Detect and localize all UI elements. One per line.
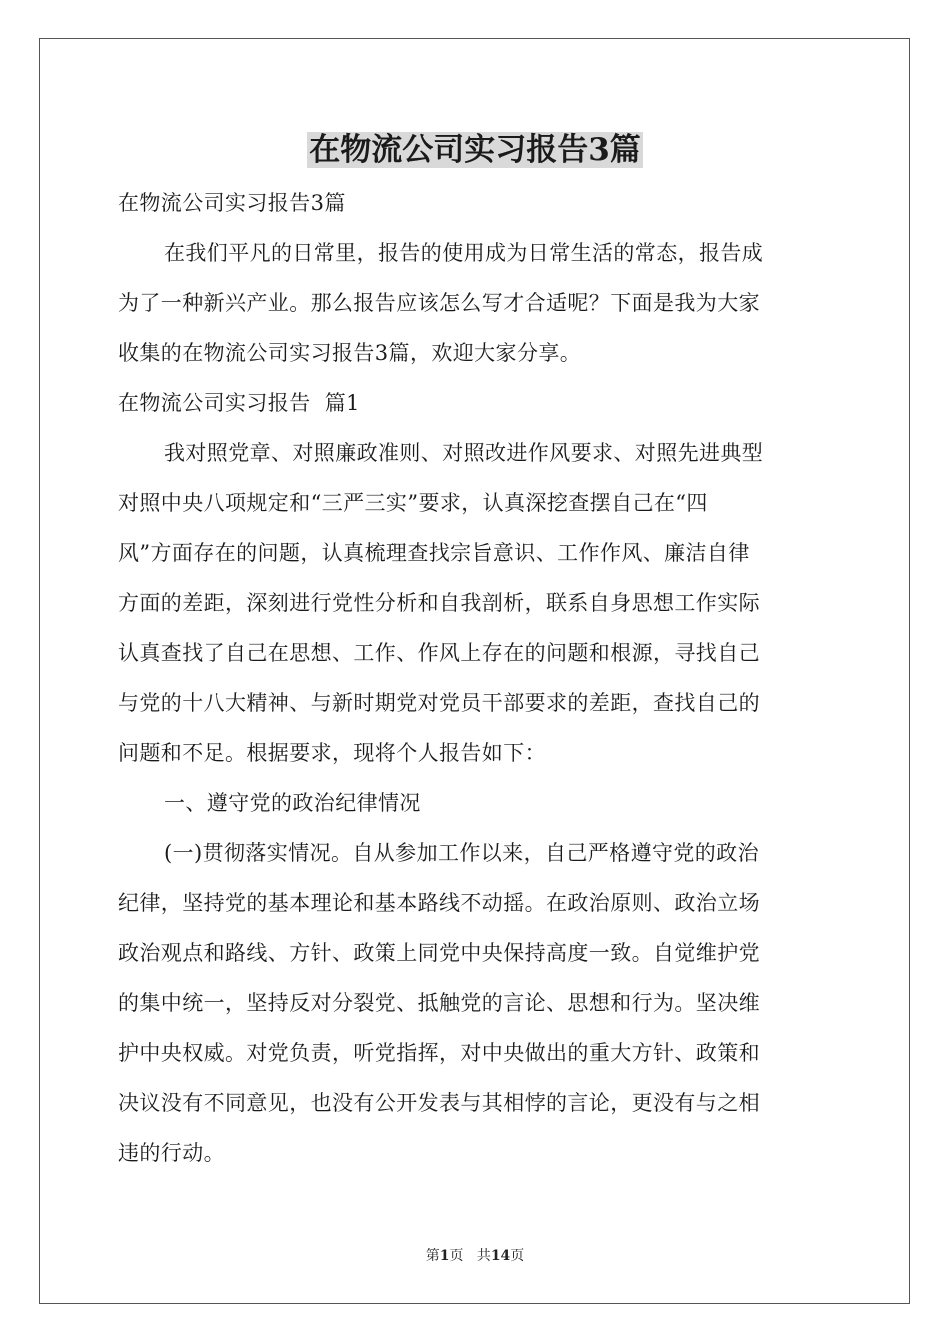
text-line: (一)贯彻落实情况。自从参加工作以来，自己严格遵守党的政治 <box>164 841 759 865</box>
footer-page-suffix: 页 <box>449 1248 464 1264</box>
text-line: 在物流公司实习报告 篇1 <box>118 391 360 415</box>
text-line: 违的行动。 <box>118 1141 225 1165</box>
text-line: 问题和不足。根据要求，现将个人报告如下： <box>118 741 546 765</box>
text-line: 对照中央八项规定和“三严三实”要求，认真深挖查摆自己在“四 <box>118 491 708 515</box>
footer-total-prefix: 共 <box>476 1248 491 1264</box>
text-line: 收集的在物流公司实习报告3篇，欢迎大家分享。 <box>118 341 582 365</box>
document-body <box>118 178 834 1178</box>
text-line: 纪律，坚持党的基本理论和基本路线不动摇。在政治原则、政治立场 <box>118 891 760 915</box>
document-title <box>0 128 950 172</box>
text-line: 风”方面存在的问题，认真梳理查找宗旨意识、工作作风、廉洁自律 <box>118 541 750 565</box>
text-line: 在物流公司实习报告3篇 <box>118 191 346 215</box>
text-line: 的集中统一，坚持反对分裂党、抵触党的言论、思想和行为。坚决维 <box>118 991 760 1015</box>
text-line: 决议没有不同意见，也没有公开发表与其相悖的言论，更没有与之相 <box>118 1091 760 1115</box>
text-line: 在我们平凡的日常里，报告的使用成为日常生活的常态，报告成 <box>164 241 764 265</box>
text-line: 一、遵守党的政治纪律情况 <box>164 791 421 815</box>
text-line: 认真查找了自己在思想、工作、作风上存在的问题和根源，寻找自己 <box>118 641 760 665</box>
text-line: 为了一种新兴产业。那么报告应该怎么写才合适呢？下面是我为大家 <box>118 291 760 315</box>
document-title-text: 在物流公司实习报告3篇 <box>309 132 641 168</box>
footer-page-number: 1 <box>439 1248 450 1264</box>
footer-page-prefix: 第 <box>425 1248 440 1264</box>
footer-total-suffix: 页 <box>510 1248 525 1264</box>
page-footer <box>0 1246 950 1266</box>
text-line: 方面的差距，深刻进行党性分析和自我剖析，联系自身思想工作实际 <box>118 591 760 615</box>
text-line: 护中央权威。对党负责，听党指挥，对中央做出的重大方针、政策和 <box>118 1041 760 1065</box>
footer-total-pages: 14 <box>490 1248 511 1264</box>
text-line: 与党的十八大精神、与新时期党对党员干部要求的差距，查找自己的 <box>118 691 760 715</box>
text-line: 我对照党章、对照廉政准则、对照改进作风要求、对照先进典型 <box>164 441 764 465</box>
text-line: 政治观点和路线、方针、政策上同党中央保持高度一致。自觉维护党 <box>118 941 760 965</box>
